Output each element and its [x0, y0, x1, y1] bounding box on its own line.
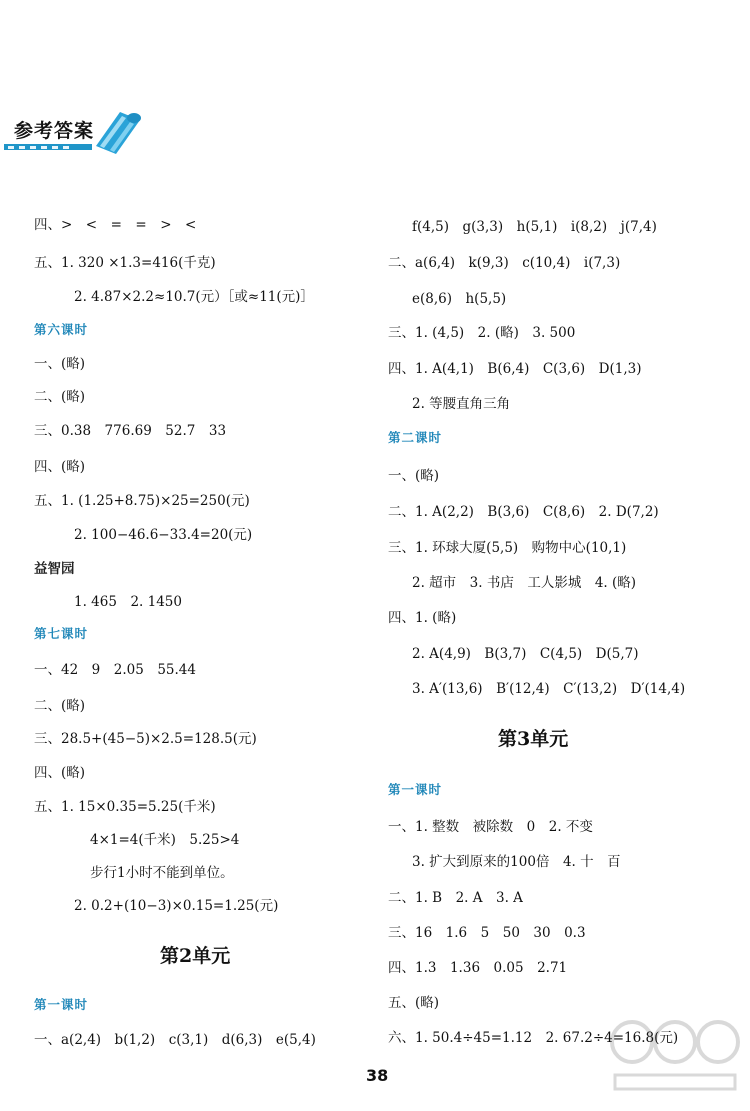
- logo-dots: [8, 146, 69, 149]
- section-heading: 第一课时: [388, 782, 443, 797]
- left-line: 1. 465 2. 1450: [74, 594, 182, 610]
- left-line: 步行1小时不能到单位。: [90, 865, 234, 881]
- left-line: 一、a(2,4) b(1,2) c(3,1) d(6,3) e(5,4): [34, 1032, 316, 1048]
- right-line: 一、(略): [388, 468, 440, 484]
- right-line: 三、16 1.6 5 50 30 0.3: [388, 925, 586, 941]
- right-line: f(4,5) g(3,3) h(5,1) i(8,2) j(7,4): [412, 219, 657, 235]
- left-line: 2. 100−46.6−33.4=20(元): [74, 527, 253, 543]
- right-line: 3. 扩大到原来的100倍 4. 十 百: [412, 854, 621, 870]
- right-line: e(8,6) h(5,5): [412, 291, 507, 307]
- section-heading: 第七课时: [34, 626, 89, 641]
- right-line: 2. 超市 3. 书店 工人影城 4. (略): [412, 575, 637, 591]
- unit-heading: 第2单元: [160, 945, 231, 967]
- left-line: 三、0.38 776.69 52.7 33: [34, 423, 227, 439]
- scroll-icon: [90, 106, 146, 156]
- left-line: 四、(略): [34, 459, 86, 475]
- left-line: 三、28.5+(45−5)×2.5=128.5(元): [34, 731, 257, 747]
- left-line: 四、> < = = > <: [34, 217, 197, 233]
- left-line: 4×1=4(千米) 5.25>4: [90, 832, 240, 848]
- right-line: 二、1. A(2,2) B(3,6) C(8,6) 2. D(7,2): [388, 504, 659, 520]
- page-number: 38: [366, 1066, 389, 1085]
- section-heading: 第二课时: [388, 430, 443, 445]
- right-line: 一、1. 整数 被除数 0 2. 不变: [388, 819, 593, 835]
- right-line: 四、1.3 1.36 0.05 2.71: [388, 960, 568, 976]
- left-line: 二、(略): [34, 389, 86, 405]
- right-line: 三、1. (4,5) 2. (略) 3. 500: [388, 325, 576, 341]
- left-line: 2. 4.87×2.2≈10.7(元）［或≈11(元)］: [74, 289, 314, 305]
- left-line: 五、1. 15×0.35=5.25(千米): [34, 799, 216, 815]
- left-line: 2. 0.2+(10−3)×0.15=1.25(元): [74, 898, 279, 914]
- right-line: 六、1. 50.4÷45=1.12 2. 67.2÷4=16.8(元): [388, 1030, 679, 1046]
- left-line: 一、42 9 2.05 55.44: [34, 662, 196, 678]
- right-line: 三、1. 环球大厦(5,5) 购物中心(10,1): [388, 540, 627, 556]
- right-line: 五、(略): [388, 995, 440, 1011]
- section-heading: 第一课时: [34, 997, 89, 1012]
- unit-heading: 第3单元: [498, 728, 569, 750]
- left-line: 五、1. 320 ×1.3=416(千克): [34, 255, 216, 271]
- right-line: 四、1. (略): [388, 610, 457, 626]
- right-line: 2. A(4,9) B(3,7) C(4,5) D(5,7): [412, 646, 639, 662]
- right-line: 二、1. B 2. A 3. A: [388, 890, 523, 906]
- right-line: 2. 等腰直角三角: [412, 396, 511, 412]
- left-line: 一、(略): [34, 356, 86, 372]
- right-line: 3. A′(13,6) B′(12,4) C′(13,2) D′(14,4): [412, 681, 686, 697]
- subsection-heading: 益智园: [34, 561, 75, 577]
- section-heading: 第六课时: [34, 322, 89, 337]
- left-line: 四、(略): [34, 765, 86, 781]
- left-line: 五、1. (1.25+8.75)×25=250(元): [34, 493, 250, 509]
- right-line: 四、1. A(4,1) B(6,4) C(3,6) D(1,3): [388, 361, 642, 377]
- left-line: 二、(略): [34, 698, 86, 714]
- answer-header-logo: [0, 100, 150, 160]
- logo-title: 参考答案: [14, 120, 95, 142]
- right-line: 二、a(6,4) k(9,3) c(10,4) i(7,3): [388, 255, 621, 271]
